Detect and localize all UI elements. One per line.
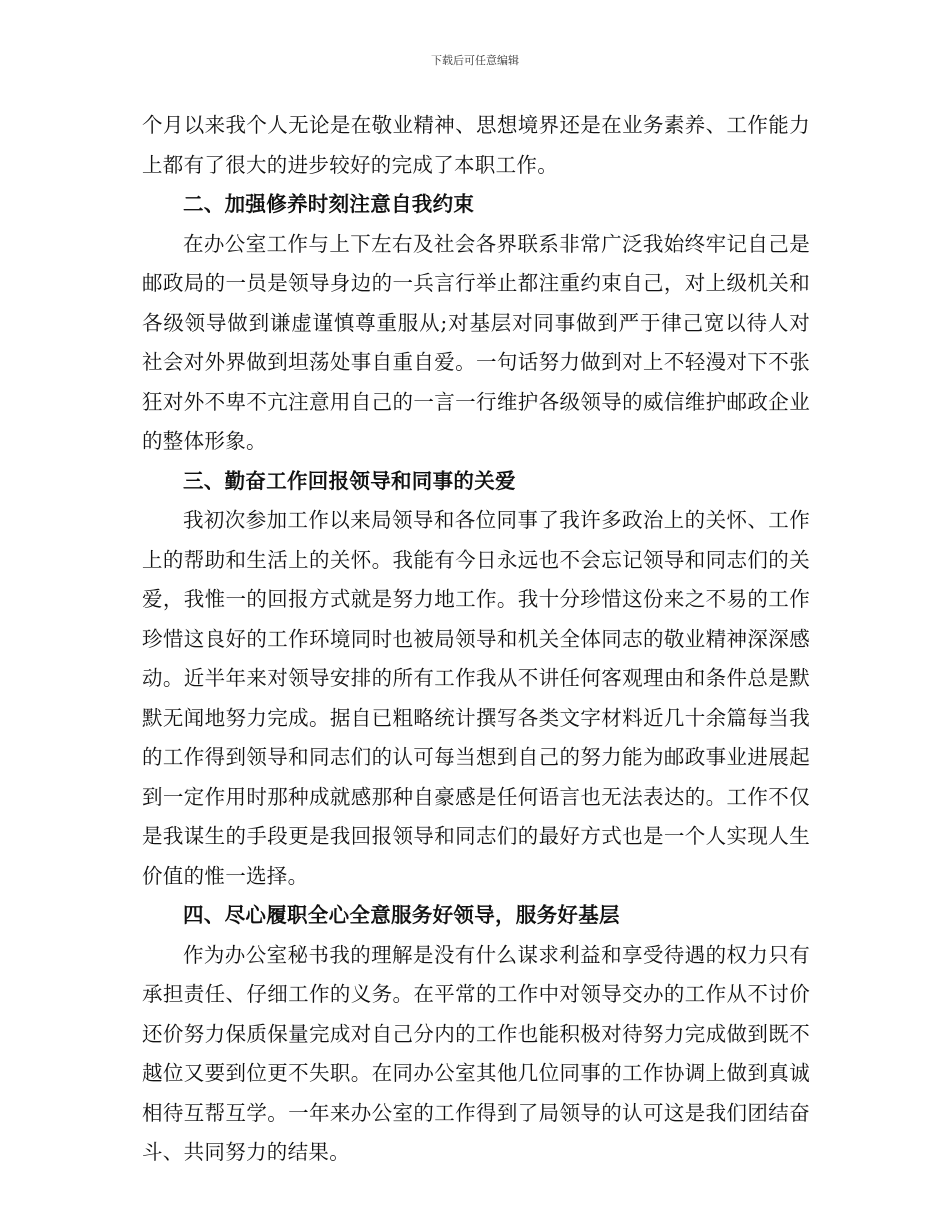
section-heading-3: 三、勤奋工作回报领导和同事的关爱 [183,468,516,493]
paragraph-continuation: 个月以来我个人无论是在敬业精神、思想境界还是在业务素养、工作能力上都有了很大的进步较好的完成了本职工作。 [142,113,810,177]
document-body [142,106,810,1173]
page-header: 下载后可任意编辑 [431,54,519,67]
section-heading-2: 二、加强修养时刻注意自我约束 [183,192,475,216]
paragraph-section-3: 我初次参加工作以来局领导和各位同事了我许多政治上的关怀、工作上的帮助和生活上的关怀。我能有今日永远也不会忘记领导和同志们的关爱，我惟一的回报方式就是努力地工作。我十分珍惜这份来之不易的工作珍惜这良好的工作环境同时也被局领导和机关全体同志的敬业精神深深感动。近半年来对领导安排的所有工作我从不讲任何客观理由和条件总是默默无闻地努力完成。据自已粗略统计撰写各类文字材料近几十余篇每当我的工作得到领导和同志们的认可每当想到自己的努力能为邮政事业进展起到一定作用时那种成就感那种自豪感是任何语言也无法表达的。工作不仅是我谋生的手段更是我回报领导和同志们的最好方式也是一个人实现人生价值的惟一选择。 [142,508,810,888]
section-heading-4: 四、尽心履职全心全意服务好领导，服务好基层 [183,903,620,927]
paragraph-section-2: 在办公室工作与上下左右及社会各界联系非常广泛我始终牢记自己是邮政局的一员是领导身边的一兵言行举止都注重约束自己，对上级机关和各级领导做到谦虚谨慎尊重服从;对基层对同事做到严于律己宽以待人对社会对外界做到坦荡处事自重自爱。一句话努力做到对上不轻漫对下不张狂对外不卑不亢注意用自己的一言一行维护各级领导的威信维护邮政企业的整体形象。 [142,231,810,453]
paragraph-section-4: 作为办公室秘书我的理解是没有什么谋求利益和享受待遇的权力只有承担责任、仔细工作的义务。在平常的工作中对领导交办的工作从不讨价还价努力保质保量完成对自己分内的工作也能积极对待努力完成做到既不越位又要到位更不失职。在同办公室其他几位同事的工作协调上做到真诚相待互帮互学。一年来办公室的工作得到了局领导的认可这是我们团结奋斗、共同努力的结果。 [142,942,810,1164]
